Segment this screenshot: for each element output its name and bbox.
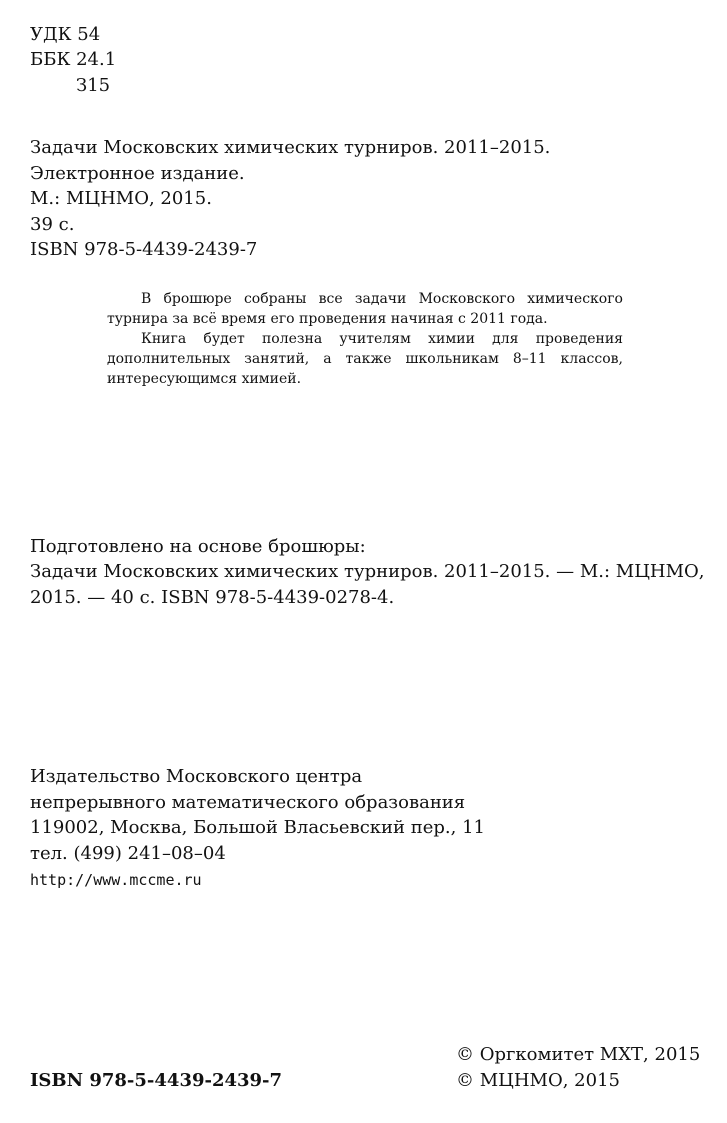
abstract — [107, 289, 623, 389]
copyright-orgcommittee: © Оргкомитет МХТ, 2015 — [456, 1044, 701, 1065]
source-note-citation-2: 2015. — 40 с. ISBN 978-5-4439-0278-4. — [30, 587, 395, 608]
bib-edition: Электронное издание. — [30, 163, 245, 184]
bib-pages: 39 с. — [30, 214, 75, 235]
source-note-intro: Подготовлено на основе брошюры: — [30, 536, 366, 557]
bib-title: Задачи Московских химических турниров. 2011–2015. — [30, 137, 551, 158]
publisher-phone: тел. (499) 241–08–04 — [30, 843, 226, 864]
udk-line: УДК 54 — [30, 24, 101, 45]
source-note-citation-1: Задачи Московских химических турниров. 2011–2015. — М.: МЦНМО, — [30, 561, 705, 582]
bbk-line: ББК 24.1 — [30, 49, 117, 70]
publisher-url[interactable]: http://www.mccme.ru — [30, 871, 202, 889]
publisher-address: 119002, Москва, Большой Власьевский пер., 11 — [30, 817, 486, 838]
author-mark: З15 — [76, 75, 111, 96]
bib-imprint: М.: МЦНМО, 2015. — [30, 188, 212, 209]
copyright-mccme: © МЦНМО, 2015 — [456, 1070, 620, 1091]
publisher-name-1: Издательство Московского центра — [30, 766, 363, 787]
footer-isbn: ISBN 978-5-4439-2439-7 — [30, 1070, 283, 1091]
abstract-paragraph-2: Книга будет полезна учителям химии для проведения дополнительных занятий, а также школьникам 8–11 классов, интересующимся химией. — [107, 331, 623, 387]
bib-isbn: ISBN 978-5-4439-2439-7 — [30, 239, 258, 260]
publisher-name-2: непрерывного математического образования — [30, 792, 466, 813]
abstract-paragraph-1: В брошюре собраны все задачи Московского химического турнира за всё время его проведения начиная с 2011 года. — [107, 291, 623, 327]
